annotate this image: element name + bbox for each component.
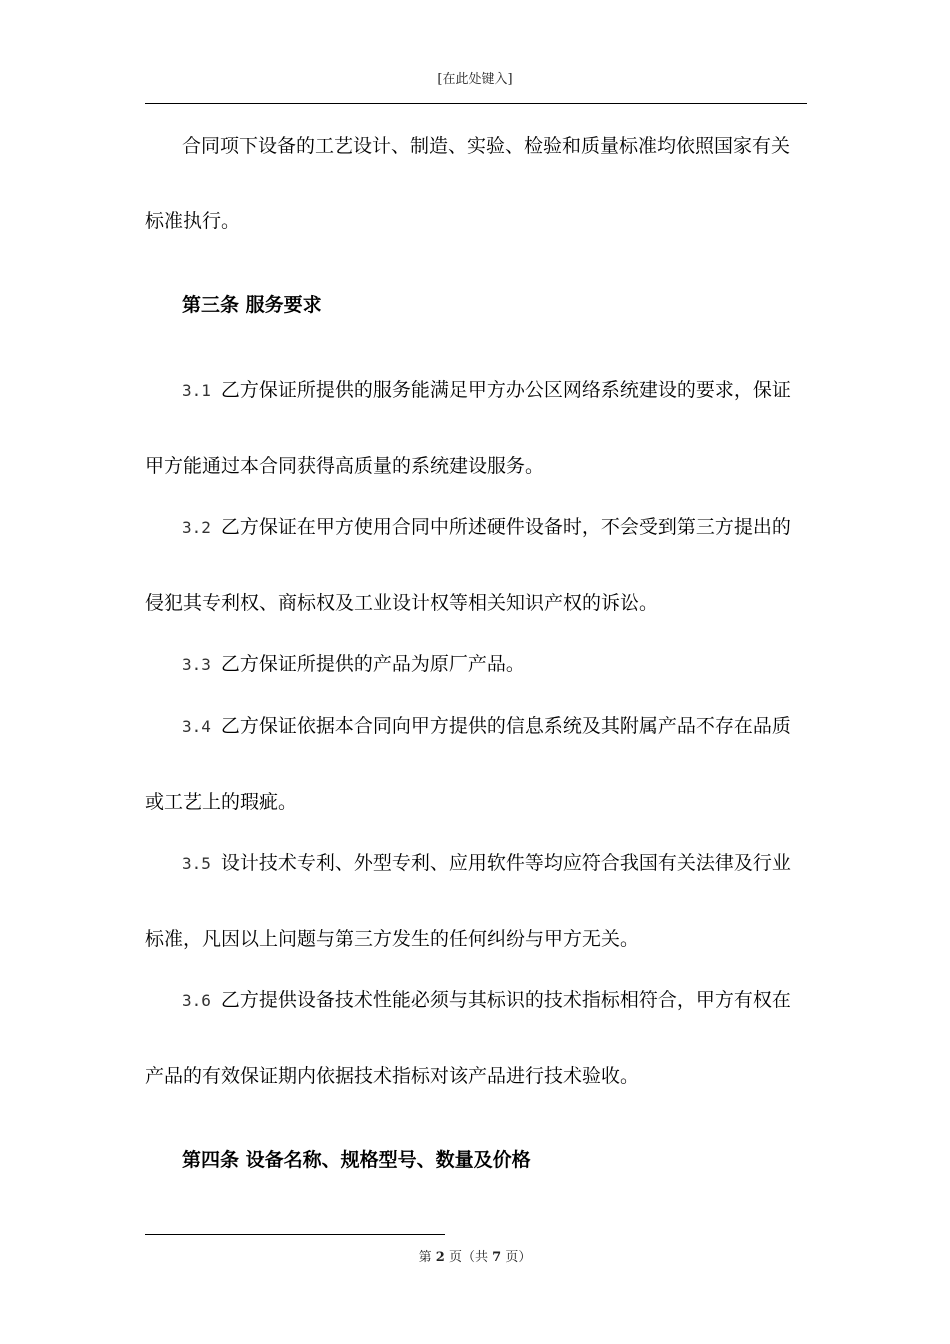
clause-number: 3.5 <box>182 854 211 873</box>
paragraph-line: 标准执行。 <box>145 210 241 232</box>
clause-text: 乙方保证所提供的产品为原厂产品。 <box>220 653 525 675</box>
clause-number: 3.6 <box>182 991 211 1010</box>
clause-text: 设计技术专利、外型专利、应用软件等均应符合我国有关法律及行业 <box>220 852 791 874</box>
page-total: 7 <box>492 1250 502 1265</box>
paragraph-line: 合同项下设备的工艺设计、制造、实验、检验和质量标准均依照国家有关 <box>182 135 791 157</box>
clause-3-3 <box>182 652 862 677</box>
clause-number: 3.4 <box>182 717 211 736</box>
article-4-heading: 第四条 设备名称、规格型号、数量及价格 <box>182 1149 531 1171</box>
article-3-heading: 第三条 服务要求 <box>182 294 322 316</box>
footer-middle: 页（共 <box>448 1250 488 1265</box>
footer-rule <box>145 1234 445 1235</box>
clause-text: 乙方保证依据本合同向甲方提供的信息系统及其附属产品不存在品质 <box>220 715 791 737</box>
clause-number: 3.3 <box>182 655 211 674</box>
paragraph-line: 产品的有效保证期内依据技术指标对该产品进行技术验收。 <box>145 1065 640 1087</box>
clause-text: 乙方保证在甲方使用合同中所述硬件设备时，不会受到第三方提出的 <box>220 516 791 538</box>
paragraph-line: 或工艺上的瑕疵。 <box>145 791 298 813</box>
footer-suffix: 页） <box>505 1250 532 1265</box>
clause-text: 乙方提供设备技术性能必须与其标识的技术指标相符合，甲方有权在 <box>220 989 791 1011</box>
paragraph-line: 标准，凡因以上问题与第三方发生的任何纠纷与甲方无关。 <box>145 928 640 950</box>
clause-3-4 <box>182 714 862 739</box>
paragraph-line: 甲方能通过本合同获得高质量的系统建设服务。 <box>145 455 545 477</box>
clause-3-6 <box>182 988 862 1013</box>
clause-number: 3.2 <box>182 518 211 537</box>
header-rule <box>145 103 807 104</box>
clause-text: 乙方保证所提供的服务能满足甲方办公区网络系统建设的要求，保证 <box>220 379 791 401</box>
page-number: 2 <box>435 1250 445 1265</box>
page-footer <box>0 1246 950 1265</box>
clause-3-1 <box>182 378 862 403</box>
clause-3-2 <box>182 515 862 540</box>
footer-prefix: 第 <box>418 1250 432 1265</box>
page-header: [在此处键入] <box>437 72 513 87</box>
paragraph-line: 侵犯其专利权、商标权及工业设计权等相关知识产权的诉讼。 <box>145 592 659 614</box>
clause-3-5 <box>182 851 862 876</box>
clause-number: 3.1 <box>182 381 211 400</box>
